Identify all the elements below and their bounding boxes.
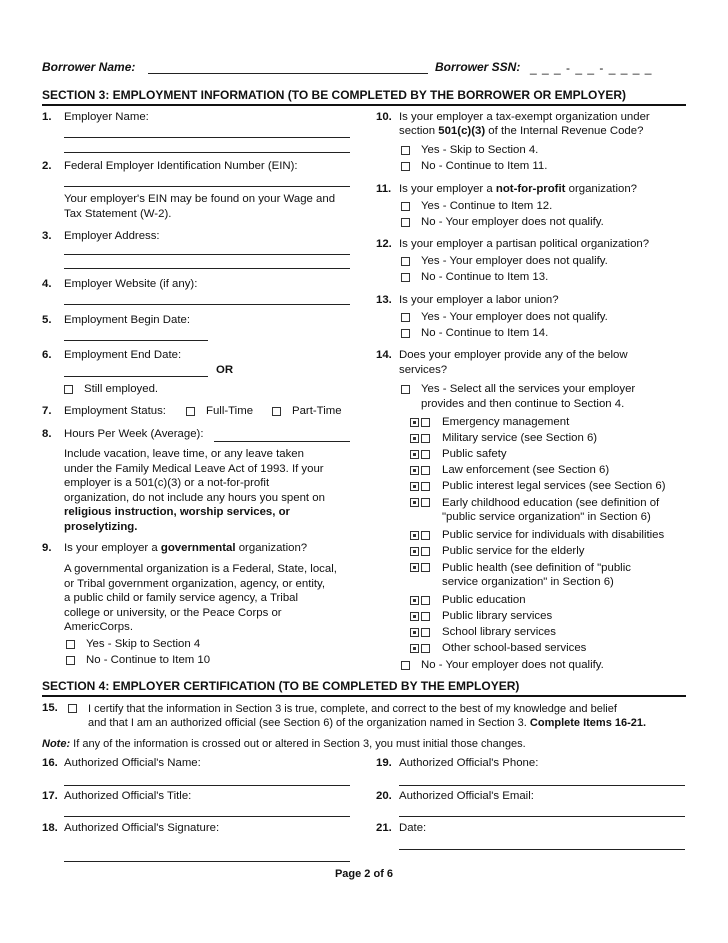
service-emergency-checkbox[interactable]: [410, 418, 430, 427]
item2-label: Federal Employer Identification Number (EIN):: [64, 160, 298, 172]
still-employed-label: Still employed.: [84, 383, 159, 395]
item17-number: 17.: [42, 790, 58, 802]
employer-name-line-2[interactable]: [64, 152, 350, 153]
official-email-field[interactable]: [399, 816, 685, 817]
address-line-1[interactable]: [64, 254, 350, 255]
item20-label: Authorized Official's Email:: [399, 790, 534, 802]
item13-no-checkbox[interactable]: [401, 329, 410, 338]
item9-label: Is your employer a governmental organization?: [64, 542, 308, 554]
item14-yes-checkbox[interactable]: [401, 385, 410, 394]
begin-date-field[interactable]: [64, 340, 208, 341]
item14-no-label: No - Your employer does not qualify.: [421, 659, 604, 671]
item11-no-label: No - Your employer does not qualify.: [421, 216, 604, 228]
item16-label: Authorized Official's Name:: [64, 757, 201, 769]
item9-para-2: or Tribal government organization, agency, or entity,: [64, 577, 326, 590]
service-elderly-checkbox[interactable]: [410, 547, 430, 556]
item20-number: 20.: [376, 790, 392, 802]
service-early-childhood-label-1: Early childhood education (see definition of: [442, 497, 660, 509]
item8-number: 8.: [42, 428, 52, 440]
note: Note: If any of the information is crossed out or altered in Section 3, you must initial those changes.: [42, 738, 526, 750]
service-public-education-checkbox[interactable]: [410, 596, 430, 605]
service-elderly-label: Public service for the elderly: [442, 545, 585, 557]
service-disabilities-checkbox[interactable]: [410, 531, 430, 540]
item4-number: 4.: [42, 278, 52, 290]
item13-number: 13.: [376, 294, 392, 306]
item8-para-1: Include vacation, leave time, or any leave taken: [64, 448, 304, 460]
item9-number: 9.: [42, 542, 52, 554]
item10-no-checkbox[interactable]: [401, 162, 410, 171]
official-title-field[interactable]: [64, 816, 350, 817]
or-label: OR: [216, 364, 234, 376]
service-disabilities-label: Public service for individuals with disabilities: [442, 529, 665, 541]
item10-number: 10.: [376, 111, 392, 123]
item15-line-2: and that I am an authorized official (see Section 6) of the organization named in Section 3. Complete Items 16-21.: [88, 717, 647, 729]
item17-label: Authorized Official's Title:: [64, 790, 192, 802]
item8-para-4: organization, do not include any hours you spent on: [64, 491, 325, 504]
ein-field[interactable]: [64, 186, 350, 187]
borrower-ssn-label: Borrower SSN:: [435, 60, 521, 74]
item14-line-2: services?: [399, 364, 448, 376]
item14-yes-line-2: provides and then continue to Section 4.: [421, 398, 625, 410]
borrower-ssn-field[interactable]: _ _ _ - _ _ - _ _ _ _: [530, 61, 653, 75]
part-time-label: Part-Time: [292, 405, 342, 417]
service-other-school-checkbox[interactable]: [410, 644, 430, 653]
item12-label: Is your employer a partisan political organization?: [399, 238, 650, 250]
item13-label: Is your employer a labor union?: [399, 294, 559, 306]
item10-no-label: No - Continue to Item 11.: [421, 160, 548, 172]
item2-note-line-2: Tax Statement (W-2).: [64, 208, 172, 220]
item5-label: Employment Begin Date:: [64, 314, 190, 326]
section4-title: SECTION 4: EMPLOYER CERTIFICATION (TO BE COMPLETED BY THE EMPLOYER): [42, 679, 520, 693]
website-field[interactable]: [64, 304, 350, 305]
item11-yes-checkbox[interactable]: [401, 202, 410, 211]
item9-para-5: AmericCorps.: [64, 621, 133, 633]
section3-rule: [42, 104, 686, 106]
page-number: Page 2 of 6: [334, 868, 394, 880]
item15-line-1: I certify that the information in Section 3 is true, complete, and correct to the best of my knowledge and belief: [88, 703, 617, 715]
service-emergency-label: Emergency management: [442, 416, 570, 428]
date-field[interactable]: [399, 849, 685, 850]
service-law-enforcement-checkbox[interactable]: [410, 466, 430, 475]
service-early-childhood-label-2: "public service organization" in Section 6): [442, 511, 651, 523]
item9-para-1: A governmental organization is a Federal, State, local,: [64, 563, 337, 575]
item14-number: 14.: [376, 349, 392, 361]
service-public-health-label-1: Public health (see definition of "public: [442, 562, 631, 574]
service-school-library-label: School library services: [442, 626, 556, 638]
service-legal-checkbox[interactable]: [410, 482, 430, 491]
service-public-safety-label: Public safety: [442, 448, 507, 460]
section3-title: SECTION 3: EMPLOYMENT INFORMATION (TO BE COMPLETED BY THE BORROWER OR EMPLOYER): [42, 88, 627, 102]
service-school-library-checkbox[interactable]: [410, 628, 430, 637]
certify-checkbox[interactable]: [68, 704, 77, 713]
still-employed-checkbox[interactable]: [64, 385, 73, 394]
item14-line-1: Does your employer provide any of the below: [399, 349, 628, 361]
service-public-health-label-2: service organization" in Section 6): [442, 576, 614, 588]
item2-number: 2.: [42, 160, 52, 172]
address-line-2[interactable]: [64, 268, 350, 269]
item16-number: 16.: [42, 757, 58, 769]
item8-label: Hours Per Week (Average):: [64, 428, 204, 440]
end-date-field[interactable]: [64, 376, 208, 377]
item9-yes-label: Yes - Skip to Section 4: [86, 638, 201, 650]
service-public-library-label: Public library services: [442, 610, 553, 622]
item12-no-checkbox[interactable]: [401, 273, 410, 282]
part-time-checkbox[interactable]: [272, 407, 281, 416]
item10-line-2: section 501(c)(3) of the Internal Revenue Code?: [399, 125, 644, 137]
item1-label: Employer Name:: [64, 111, 149, 123]
item3-number: 3.: [42, 230, 52, 242]
item9-no-checkbox[interactable]: [66, 656, 75, 665]
item13-no-label: No - Continue to Item 14.: [421, 327, 549, 339]
service-legal-label: Public interest legal services (see Section 6): [442, 480, 666, 492]
official-name-field[interactable]: [64, 785, 350, 786]
service-law-enforcement-label: Law enforcement (see Section 6): [442, 464, 610, 476]
item6-label: Employment End Date:: [64, 349, 182, 361]
item11-yes-label: Yes - Continue to Item 12.: [421, 200, 553, 212]
item13-yes-label: Yes - Your employer does not qualify.: [421, 311, 608, 323]
employer-name-line-1[interactable]: [64, 137, 350, 138]
item7-label: Employment Status:: [64, 405, 166, 417]
section4-rule: [42, 695, 686, 697]
service-public-health-checkbox[interactable]: [410, 563, 430, 572]
item8-para-3: employer is a 501(c)(3) or a not-for-profit: [64, 477, 270, 489]
borrower-name-field[interactable]: [148, 73, 428, 74]
item19-label: Authorized Official's Phone:: [399, 757, 539, 769]
item12-yes-checkbox[interactable]: [401, 257, 410, 266]
item18-number: 18.: [42, 822, 58, 834]
item9-para-4: college or university, or the Peace Corps or: [64, 606, 282, 619]
item11-number: 11.: [376, 183, 392, 195]
item13-yes-checkbox[interactable]: [401, 313, 410, 322]
item9-para-3: a public child or family service agency, a Tribal: [64, 592, 299, 604]
item12-no-label: No - Continue to Item 13.: [421, 271, 549, 283]
official-phone-field[interactable]: [399, 785, 685, 786]
item14-no-checkbox[interactable]: [401, 661, 410, 670]
item12-number: 12.: [376, 238, 392, 250]
service-military-label: Military service (see Section 6): [442, 432, 598, 444]
borrower-name-label: Borrower Name:: [42, 60, 136, 74]
item5-number: 5.: [42, 314, 52, 326]
hours-field[interactable]: [214, 441, 350, 442]
item4-label: Employer Website (if any):: [64, 278, 198, 290]
item10-yes-label: Yes - Skip to Section 4.: [421, 144, 539, 156]
item19-number: 19.: [376, 757, 392, 769]
service-public-safety-checkbox[interactable]: [410, 450, 430, 459]
item21-number: 21.: [376, 822, 392, 834]
item9-yes-checkbox[interactable]: [66, 640, 75, 649]
item7-number: 7.: [42, 405, 52, 417]
item3-label: Employer Address:: [64, 230, 160, 242]
full-time-checkbox[interactable]: [186, 407, 195, 416]
item6-number: 6.: [42, 349, 52, 361]
item21-label: Date:: [399, 822, 427, 834]
item8-para-6: proselytizing.: [64, 520, 138, 533]
item11-no-checkbox[interactable]: [401, 218, 410, 227]
service-public-education-label: Public education: [442, 594, 526, 606]
service-other-school-label: Other school-based services: [442, 642, 587, 654]
item9-no-label: No - Continue to Item 10: [86, 654, 211, 666]
item11-label: Is your employer a not-for-profit organization?: [399, 183, 638, 195]
item8-para-5: religious instruction, worship services, or: [64, 506, 290, 518]
official-signature-field[interactable]: [64, 861, 350, 862]
item15-number: 15.: [42, 702, 58, 714]
full-time-label: Full-Time: [206, 405, 254, 417]
service-early-childhood-checkbox[interactable]: [410, 498, 430, 507]
item18-label: Authorized Official's Signature:: [64, 822, 220, 834]
item8-para-2: under the Family Medical Leave Act of 1993. If your: [64, 462, 324, 475]
service-military-checkbox[interactable]: [410, 434, 430, 443]
item10-yes-checkbox[interactable]: [401, 146, 410, 155]
item10-line-1: Is your employer a tax-exempt organization under: [399, 111, 650, 123]
item2-note-line-1: Your employer's EIN may be found on your Wage and: [64, 193, 336, 205]
service-public-library-checkbox[interactable]: [410, 612, 430, 621]
item1-number: 1.: [42, 111, 52, 123]
item14-yes-line-1: Yes - Select all the services your employer: [421, 383, 636, 395]
item12-yes-label: Yes - Your employer does not qualify.: [421, 255, 608, 267]
